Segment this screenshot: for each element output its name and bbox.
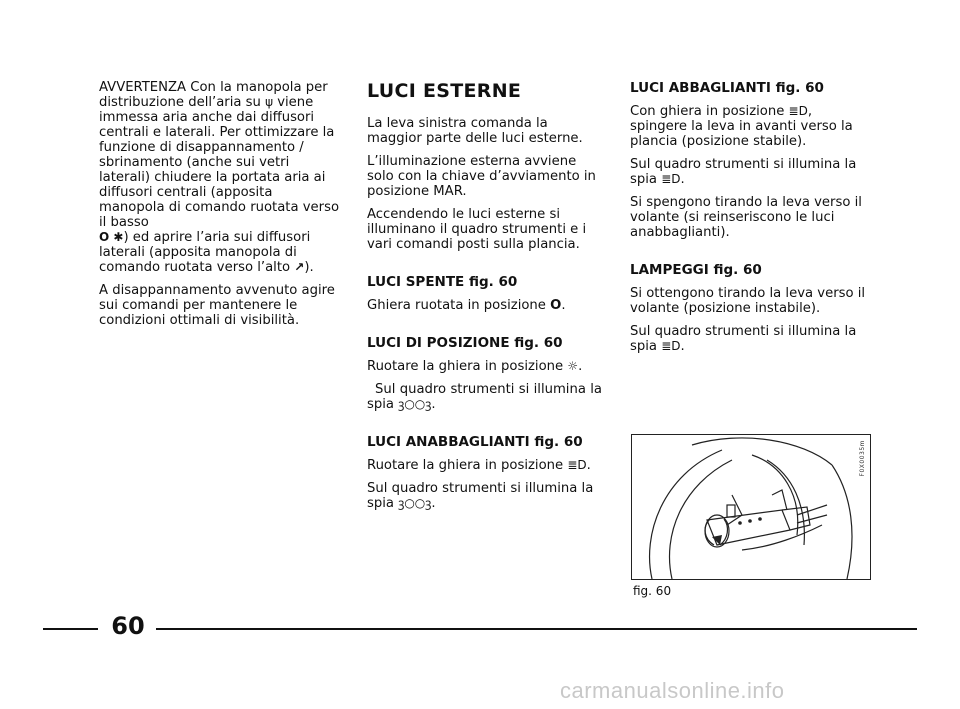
main-beam-icon: ≣D [661,172,681,186]
figure-code: F0X0035m [859,440,866,477]
position-lights-text: Ruotare la ghiera in posizione ☼. [367,359,583,374]
dipped-beam-heading: LUCI ANABBAGLIANTI fig. 60 [367,434,583,450]
main-beam-text: Con ghiera in posizione ≣D, spingere la leva in avanti verso la plancia (posizione stabile). [630,104,853,149]
flash-text: Si ottengono tirando la leva verso il volante (posizione instabile). [630,286,866,316]
lights-off-heading: LUCI SPENTE fig. 60 [367,274,518,290]
flash-heading: LAMPEGGI fig. 60 [630,262,762,278]
main-beam-off-text: Si spengono tirando la leva verso il volante (si reinseriscono le luci anabbaglianti). [630,195,862,240]
figure-caption: fig. 60 [633,584,672,598]
main-beam-heading: LUCI ABBAGLIANTI fig. 60 [630,80,824,96]
warning-paragraph: AVVERTENZA Con la manopola per distribuzione dell’aria su ψ viene immessa aria anche dai diffusori centrali e laterali. Per ottimizzare la funzione di disappannamento / sbrinamento (anche sui vetri laterali) chiudere la portata aria ai diffusori centrali (apposita manopola di comando ruotata verso il basso O ✱) ed aprire l’aria sui diffusori laterali (apposita manopola di comando ruotata verso l’alto ↗). [99,80,340,275]
intro-paragraph-3: Accendendo le luci esterne si illuminano il quadro strumenti e i vari comandi posti sulla plancia. [367,207,587,252]
air-windscreen-icon: ψ [265,95,274,109]
page-number: 60 [111,612,145,640]
main-beam-icon: ≣D [661,339,681,353]
section-title: LUCI ESTERNE [367,80,522,102]
main-beam-warning-text: Sul quadro strumenti si illumina la spia ≣D. [630,157,857,187]
lights-off-text: Ghiera ruotata in posizione O. [367,298,566,313]
position-lamp-icon: ꝫ○○ꝫ [398,496,432,510]
fan-off-icon: O ✱ [99,230,124,244]
defog-paragraph: A disappannamento avvenuto agire sui comandi per mantenere le condizioni ottimali di visibilità. [99,283,335,328]
flash-warning-text: Sul quadro strumenti si illumina la spia ≣D. [630,324,857,354]
footer-rule-left [43,628,98,630]
column-left [99,80,339,336]
sun-icon: ☼ [567,359,579,373]
figure-image [631,434,871,580]
dipped-beam-text: Ruotare la ghiera in posizione ≣D. [367,458,591,473]
footer-rule-right [156,628,917,630]
dipped-beam-warning-text: Sul quadro strumenti si illumina la spia ꝫ○○ꝫ. [367,481,594,511]
stalk-illustration [632,435,870,579]
intro-paragraph-1: La leva sinistra comanda la maggior parte delle luci esterne. [367,116,583,146]
column-right [630,80,870,362]
column-middle [367,80,602,519]
position-lights-heading: LUCI DI POSIZIONE fig. 60 [367,335,563,351]
intro-paragraph-2: L’illuminazione esterna avviene solo con la chiave d’avviamento in posizione MAR. [367,154,596,199]
off-position-icon: O [550,298,562,313]
vent-up-icon: ↗ [294,260,305,274]
position-lights-warning-text: Sul quadro strumenti si illumina la spia ꝫ○○ꝫ. [367,382,602,412]
dipped-beam-icon: ≣D [788,104,808,118]
position-lamp-icon: ꝫ○○ꝫ [398,397,432,411]
dipped-beam-icon: ≣D [567,458,587,472]
watermark: carmanualsonline.info [560,678,785,703]
